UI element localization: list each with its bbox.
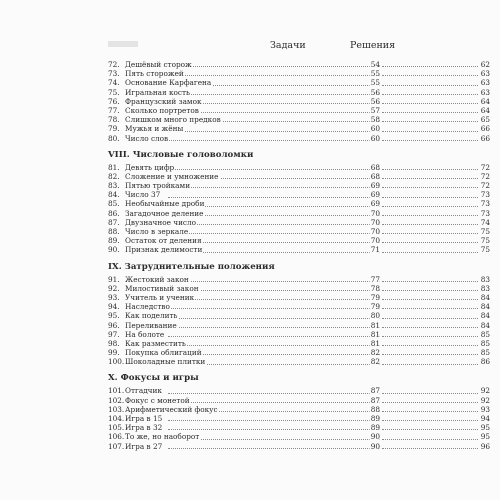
task-page-number: 57: [370, 105, 380, 115]
entry-number: 79.: [108, 124, 120, 134]
solution-page-number: 64: [480, 105, 490, 115]
entry-title: Мужья и жёны: [125, 124, 184, 134]
dot-leader: [382, 281, 478, 282]
entry-number: 92.: [108, 283, 120, 293]
task-page-number: 77: [370, 274, 380, 284]
solution-page-number: 72: [480, 162, 490, 172]
solution-page-number: 66: [480, 124, 490, 134]
entry-title: Пятью тройками: [125, 181, 191, 191]
toc-entry: [108, 181, 490, 191]
dot-leader: [382, 112, 478, 113]
entry-title: Французский замок: [125, 96, 202, 106]
entry-number: 72.: [108, 60, 120, 69]
entry-number: 81.: [108, 162, 120, 172]
toc-entry: [108, 311, 490, 321]
dot-leader: [382, 448, 478, 449]
toc-entry: [108, 348, 490, 358]
dot-leader: [382, 187, 478, 188]
entry-title: Игральная кость: [125, 87, 191, 97]
task-page-number: 70: [370, 236, 380, 246]
toc-entry: [108, 432, 490, 442]
dot-leader: [168, 94, 380, 95]
task-page-number: 90: [370, 441, 380, 451]
entry-number: 99.: [108, 348, 120, 358]
dot-leader: [168, 345, 380, 346]
entry-number: 87.: [108, 217, 120, 227]
toc-entry: [108, 404, 490, 414]
toc-entry: [108, 115, 490, 125]
dot-leader: [168, 299, 380, 300]
entry-title: Число слов: [125, 133, 169, 143]
entry-number: 107.: [108, 441, 125, 451]
solution-page-number: 84: [480, 302, 490, 312]
entry-title: Жестокий закон: [125, 274, 189, 284]
entry-number: 93.: [108, 292, 120, 302]
dot-leader: [168, 140, 380, 141]
solution-page-number: 84: [480, 311, 490, 321]
dot-leader: [168, 318, 380, 319]
toc-section: [108, 259, 490, 367]
column-headers: [0, 40, 500, 54]
solution-page-number: 85: [480, 329, 490, 339]
tasks-column-header: Задачи: [270, 40, 306, 51]
task-page-number: 60: [370, 133, 380, 143]
entry-title: Двузначное число: [125, 217, 197, 227]
entry-title: Загадочное деление: [125, 208, 204, 218]
solution-page-number: 75: [480, 227, 490, 236]
solution-page-number: 73: [480, 199, 490, 209]
task-page-number: 70: [370, 227, 380, 236]
dot-leader: [382, 336, 478, 337]
toc-entry: [108, 190, 490, 200]
dot-leader: [382, 94, 478, 95]
dot-leader: [382, 169, 478, 170]
toc-entry: [108, 274, 490, 284]
entry-number: 80.: [108, 133, 120, 143]
dot-leader: [168, 429, 380, 430]
toc-entry: [108, 357, 490, 367]
solution-page-number: 63: [480, 87, 490, 97]
dot-leader: [382, 393, 478, 394]
solution-page-number: 95: [480, 423, 490, 433]
toc-section: [108, 147, 490, 255]
entry-number: 97.: [108, 329, 120, 339]
entry-title: Число в зеркале: [125, 227, 189, 236]
toc-entry: [108, 124, 490, 134]
entry-number: 91.: [108, 274, 120, 284]
dot-leader: [382, 224, 478, 225]
solution-page-number: 83: [480, 274, 490, 284]
entry-title: Слишком много предков: [125, 115, 221, 125]
dot-leader: [382, 290, 478, 291]
toc-entry: [108, 199, 490, 209]
toc-entry: [108, 386, 490, 396]
solution-page-number: 62: [480, 60, 490, 69]
entry-number: 84.: [108, 190, 120, 200]
entry-title: Основание Карфагена: [125, 78, 212, 88]
entry-number: 94.: [108, 302, 120, 312]
toc-entry: [108, 329, 490, 339]
toc-section: [108, 370, 490, 451]
dot-leader: [382, 354, 478, 355]
entry-number: 103.: [108, 404, 125, 414]
dot-leader: [168, 448, 380, 449]
entry-number: 77.: [108, 105, 120, 115]
task-page-number: 87: [370, 395, 380, 405]
solution-page-number: 66: [480, 133, 490, 143]
solution-page-number: 84: [480, 292, 490, 302]
entry-title: Арифметический фокус: [125, 404, 218, 414]
solution-page-number: 72: [480, 181, 490, 191]
solution-page-number: 63: [480, 78, 490, 88]
solutions-column-header: Решения: [350, 40, 396, 51]
entry-title: Переливание: [125, 320, 177, 330]
toc-entry: [108, 302, 490, 312]
dot-leader: [168, 420, 380, 421]
task-page-number: 88: [370, 404, 380, 414]
dot-leader: [382, 345, 478, 346]
solution-page-number: 85: [480, 338, 490, 348]
solution-page-number: 92: [480, 395, 490, 405]
entry-number: 104.: [108, 414, 125, 423]
entry-number: 74.: [108, 78, 120, 88]
dot-leader: [168, 402, 380, 403]
dot-leader: [382, 439, 478, 440]
section-heading: VIII. Числовые головоломки: [108, 149, 254, 160]
solution-page-number: 72: [480, 171, 490, 181]
dot-leader: [382, 85, 478, 86]
dot-leader: [382, 206, 478, 207]
toc-entry: [108, 292, 490, 302]
solution-page-number: 65: [480, 115, 490, 125]
solution-page-number: 84: [480, 320, 490, 330]
task-page-number: 55: [370, 78, 380, 88]
entry-title: Наследство: [125, 302, 170, 312]
entry-title: Покупка облигаций: [125, 348, 202, 358]
solution-page-number: 75: [480, 245, 490, 255]
solution-page-number: 93: [480, 404, 490, 414]
dot-leader: [168, 187, 380, 188]
toc-entry: [108, 60, 490, 69]
dot-leader: [382, 420, 478, 421]
toc-entry: [108, 338, 490, 348]
entry-number: 100.: [108, 357, 125, 367]
solution-page-number: 75: [480, 236, 490, 246]
task-page-number: 89: [370, 423, 380, 433]
entry-title: Игра в 15: [125, 414, 163, 423]
task-page-number: 68: [370, 171, 380, 181]
toc-entry: [108, 105, 490, 115]
dot-leader: [168, 197, 380, 198]
dot-leader: [168, 290, 380, 291]
task-page-number: 56: [370, 96, 380, 106]
task-page-number: 58: [370, 115, 380, 125]
dot-leader: [382, 103, 478, 104]
dot-leader: [168, 233, 380, 234]
toc-entry: [108, 320, 490, 330]
toc-entry: [108, 96, 490, 106]
dot-leader: [382, 318, 478, 319]
toc-entry: [108, 245, 490, 255]
dot-leader: [168, 327, 380, 328]
entry-number: 86.: [108, 208, 120, 218]
entry-title: Фокус с монетой: [125, 395, 190, 405]
entry-number: 78.: [108, 115, 120, 125]
task-page-number: 87: [370, 386, 380, 396]
toc-entry: [108, 395, 490, 405]
dot-leader: [382, 215, 478, 216]
dot-leader: [382, 429, 478, 430]
entry-number: 88.: [108, 227, 120, 236]
dot-leader: [382, 75, 478, 76]
entry-number: 102.: [108, 395, 125, 405]
toc-entry: [108, 423, 490, 433]
task-page-number: 79: [370, 292, 380, 302]
task-page-number: 54: [370, 60, 380, 69]
dot-leader: [382, 197, 478, 198]
entry-title: Пять сторожей: [125, 69, 184, 79]
entry-number: 75.: [108, 87, 120, 97]
entry-number: 96.: [108, 320, 120, 330]
dot-leader: [382, 402, 478, 403]
dot-leader: [382, 364, 478, 365]
entry-title: Игра в 32: [125, 423, 163, 433]
solution-page-number: 95: [480, 432, 490, 442]
entry-title: Необычайные дроби: [125, 199, 205, 209]
entry-number: 90.: [108, 245, 120, 255]
toc-entry: [108, 133, 490, 143]
dot-leader: [382, 66, 478, 67]
dot-leader: [382, 121, 478, 122]
entry-number: 98.: [108, 338, 120, 348]
solution-page-number: 85: [480, 348, 490, 358]
dot-leader: [382, 140, 478, 141]
task-page-number: 71: [370, 245, 380, 255]
toc-entry: [108, 236, 490, 246]
dot-leader: [382, 178, 478, 179]
entry-title: Как поделить: [125, 311, 178, 321]
toc-entry: [108, 87, 490, 97]
solution-page-number: 74: [480, 217, 490, 227]
entry-number: 95.: [108, 311, 120, 321]
entry-title: Шоколадные плитки: [125, 357, 206, 367]
entry-title: Число 37: [125, 190, 161, 200]
task-page-number: 55: [370, 69, 380, 79]
task-page-number: 56: [370, 87, 380, 97]
toc-entry: [108, 171, 490, 181]
dot-leader: [168, 281, 380, 282]
entry-number: 73.: [108, 69, 120, 79]
task-page-number: 89: [370, 414, 380, 423]
dot-leader: [382, 327, 478, 328]
task-page-number: 69: [370, 181, 380, 191]
entry-title: Милостивый закон: [125, 283, 199, 293]
solution-page-number: 83: [480, 283, 490, 293]
dot-leader: [382, 252, 478, 253]
solution-page-number: 94: [480, 414, 490, 423]
solution-page-number: 86: [480, 357, 490, 367]
entry-title: То же, но наоборот: [125, 432, 200, 442]
task-page-number: 81: [370, 329, 380, 339]
entry-number: 89.: [108, 236, 120, 246]
entry-number: 106.: [108, 432, 125, 442]
task-page-number: 79: [370, 302, 380, 312]
entry-title: Как разместить: [125, 338, 186, 348]
solution-page-number: 96: [480, 441, 490, 451]
solution-page-number: 63: [480, 69, 490, 79]
dot-leader: [382, 131, 478, 132]
task-page-number: 82: [370, 348, 380, 358]
task-page-number: 70: [370, 217, 380, 227]
task-page-number: 80: [370, 311, 380, 321]
entry-number: 105.: [108, 423, 125, 433]
entry-number: 82.: [108, 171, 120, 181]
solution-page-number: 73: [480, 208, 490, 218]
toc-sections: [108, 147, 490, 451]
dot-leader: [168, 224, 380, 225]
entry-title: Учитель и ученик: [125, 292, 195, 302]
toc-entry: [108, 217, 490, 227]
dot-leader: [168, 66, 380, 67]
section-heading: X. Фокусы и игры: [108, 373, 199, 384]
task-page-number: 69: [370, 190, 380, 200]
entry-title: Остаток от деления: [125, 236, 202, 246]
entry-title: Игра в 27: [125, 441, 163, 451]
entry-number: 76.: [108, 96, 120, 106]
task-page-number: 82: [370, 357, 380, 367]
toc-entry: [108, 441, 490, 451]
entry-title: Отгадчик: [125, 386, 162, 396]
toc-entry: [108, 208, 490, 218]
entry-title: На болоте: [125, 329, 165, 339]
dot-leader: [382, 233, 478, 234]
task-page-number: 70: [370, 208, 380, 218]
solution-page-number: 73: [480, 190, 490, 200]
toc-entry: [108, 162, 490, 172]
toc-entry: [108, 283, 490, 293]
entry-title: Девять цифр: [125, 162, 175, 172]
toc-entry: [108, 227, 490, 236]
dot-leader: [168, 393, 380, 394]
task-page-number: 68: [370, 162, 380, 172]
toc-entry: [108, 78, 490, 88]
entry-title: Признак делимости: [125, 245, 203, 255]
entry-title: Дешёвый сторож: [125, 60, 192, 69]
dot-leader: [382, 308, 478, 309]
dot-leader: [168, 169, 380, 170]
task-page-number: 60: [370, 124, 380, 134]
solution-page-number: 92: [480, 386, 490, 396]
dot-leader: [382, 242, 478, 243]
task-page-number: 81: [370, 320, 380, 330]
entry-number: 101.: [108, 386, 125, 396]
entry-title: Сколько портретов: [125, 105, 199, 115]
top-entries: [108, 60, 490, 143]
dot-leader: [168, 75, 380, 76]
dot-leader: [168, 131, 380, 132]
entry-number: 85.: [108, 199, 120, 209]
dot-leader: [168, 308, 380, 309]
toc-entry: [108, 69, 490, 79]
task-page-number: 90: [370, 432, 380, 442]
dot-leader: [168, 336, 380, 337]
entry-title: Сложение и умножение: [125, 171, 219, 181]
task-page-number: 78: [370, 283, 380, 293]
task-page-number: 69: [370, 199, 380, 209]
toc-entry: [108, 414, 490, 423]
task-page-number: 81: [370, 338, 380, 348]
dot-leader: [382, 411, 478, 412]
dot-leader: [382, 299, 478, 300]
section-heading: IX. Затруднительные положения: [108, 261, 275, 272]
solution-page-number: 64: [480, 96, 490, 106]
entry-number: 83.: [108, 181, 120, 191]
table-of-contents: [108, 60, 490, 455]
